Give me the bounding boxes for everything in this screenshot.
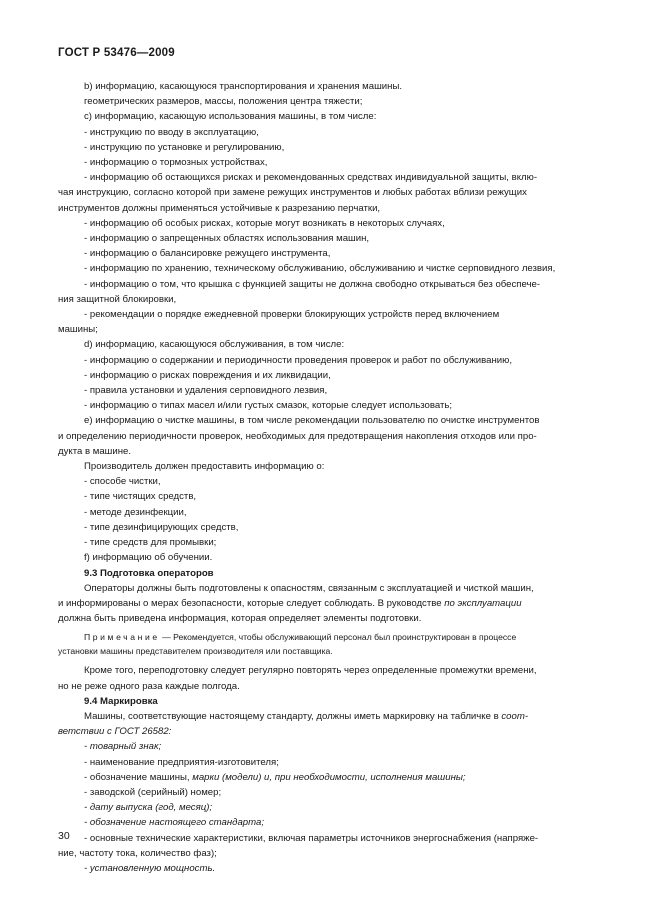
text-line: - правила установки и удаления серповидного лезвия,	[84, 385, 328, 397]
italic-run: - товарный знак;	[84, 741, 162, 753]
text-line: машины;	[58, 324, 98, 336]
text-line	[58, 596, 593, 611]
text-line: - информацию о том, что крышка с функцией защиты не должна свободно открываться без обеспече-	[84, 278, 541, 290]
text-line: - информацию об остающихся рисках и рекомендованных средствах индивидуальной защиты, вклю-	[84, 172, 538, 184]
text-line: - наименование предприятия-изготовителя;	[84, 756, 279, 768]
text-line: - способе чистки,	[84, 476, 161, 488]
text-line: f) информацию об обучении.	[84, 552, 213, 564]
text-line: - информацию о содержании и периодичности проведения проверок и работ по обслуживанию,	[84, 354, 513, 366]
text-line	[58, 861, 593, 876]
text-line: - типе чистящих средств,	[84, 491, 197, 503]
note-line: установки машины представителем производителя или поставщика.	[58, 645, 333, 656]
text-line: - информацию о рисках повреждения и их ликвидации,	[84, 369, 331, 381]
text-line: - заводской (серийный) номер;	[84, 786, 222, 798]
italic-run: ветствии с ГОСТ 26582:	[58, 726, 172, 738]
text-line: е) информацию о чистке машины, в том числе рекомендации пользователю по очистке инструментов	[84, 415, 540, 427]
text-line: - рекомендации о порядке ежедневной проверки блокирующих устройств перед включением	[84, 309, 500, 321]
text-line	[58, 800, 593, 815]
text-line: и определению периодичности проверок, необходимых для предотвращения накопления отходов или про-	[58, 430, 537, 442]
italic-run: - установленную мощность.	[84, 862, 216, 874]
text-line: - инструкцию по вводу в эксплуатацию,	[84, 126, 259, 138]
italic-run: - дату выпуска (год, месяц);	[84, 802, 213, 814]
text-line: Кроме того, переподготовку следует регулярно повторять через определенные промежутки времени,	[84, 665, 537, 677]
text-line: - информацию о тормозных устройствах,	[84, 157, 268, 169]
text-line: ние, частоту тока, количество фаз);	[58, 847, 217, 859]
text-line: - информацию об особых рисках, которые могут возникать в некоторых случаях,	[84, 217, 445, 229]
text-line: должна быть приведена информация, которая определяет элементы подготовки.	[58, 613, 422, 625]
italic-run: соот-	[501, 710, 529, 722]
text-line: инструментов должны применяться устойчивые к разрезанию перчатки,	[58, 202, 381, 214]
italic-run: - обозначение настоящего стандарта;	[84, 817, 264, 829]
text-line: дукта в машине.	[58, 445, 132, 457]
text-run: - обозначение машины,	[84, 771, 193, 783]
italic-run: по эксплуатации	[444, 597, 522, 609]
text-run: Машины, соответствующие настоящему стандарту, должны иметь маркировку на табличке в	[84, 710, 502, 722]
text-line: - типе дезинфицирующих средств,	[84, 521, 239, 533]
document-header: ГОСТ Р 53476—2009	[58, 47, 175, 59]
text-line	[58, 739, 593, 754]
text-line: ния защитной блокировки,	[58, 293, 177, 305]
text-line: - информацию о балансировке режущего инструмента,	[84, 248, 331, 260]
text-line: - методе дезинфекции,	[84, 506, 187, 518]
text-line: b) информацию, касающуюся транспортирования и хранения машины.	[84, 81, 403, 92]
text-line: Операторы должны быть подготовлены к опасностям, связанным с эксплуатацией и чисткой машин,	[84, 582, 534, 594]
text-line: но не реже одного раза каждые полгода.	[58, 680, 240, 692]
text-run: и информированы о мерах безопасности, которые следует соблюдать. В руководстве	[58, 597, 445, 609]
text-line: d) информацию, касающуюся обслуживания, в том числе:	[84, 339, 345, 351]
text-line: - типе средств для промывки;	[84, 537, 217, 549]
page-number: 30	[58, 830, 70, 842]
text-line	[58, 709, 593, 724]
text-line: - информацию о типах масел и/или густых смазок, которые следует использовать;	[84, 400, 453, 412]
document-body	[58, 79, 593, 876]
text-line: геометрических размеров, массы, положения центра тяжести;	[84, 96, 363, 108]
text-line: Производитель должен предоставить информацию о:	[84, 461, 325, 473]
note-line	[58, 631, 593, 645]
text-line: - основные технические характеристики, включая параметры источников энергоснабжения (напряже-	[84, 832, 539, 844]
note-label: Примечание	[84, 632, 160, 643]
text-line: - информацию о запрещенных областях использования машин,	[84, 233, 370, 245]
text-line	[58, 815, 593, 830]
italic-run: марки (модели) и, при необходимости, исполнения машины;	[192, 771, 466, 783]
text-line	[58, 724, 593, 739]
section-heading-9-4: 9.4 Маркировка	[84, 695, 158, 707]
text-line: - инструкцию по установке и регулированию,	[84, 141, 285, 153]
text-line: чая инструкцию, согласно которой при замене режущих инструментов и любых работах вблизи режущих	[58, 187, 527, 199]
text-line: - информацию по хранению, техническому обслуживанию, обслуживанию и чистке серповидного лезвия,	[84, 263, 556, 275]
text-line	[58, 770, 593, 785]
text-line: c) информацию, касающую использования машины, в том числе:	[84, 111, 377, 123]
section-heading-9-3: 9.3 Подготовка операторов	[84, 567, 214, 579]
note-text: — Рекомендуется, чтобы обслуживающий персонал был проинструктирован в процессе	[159, 632, 517, 643]
